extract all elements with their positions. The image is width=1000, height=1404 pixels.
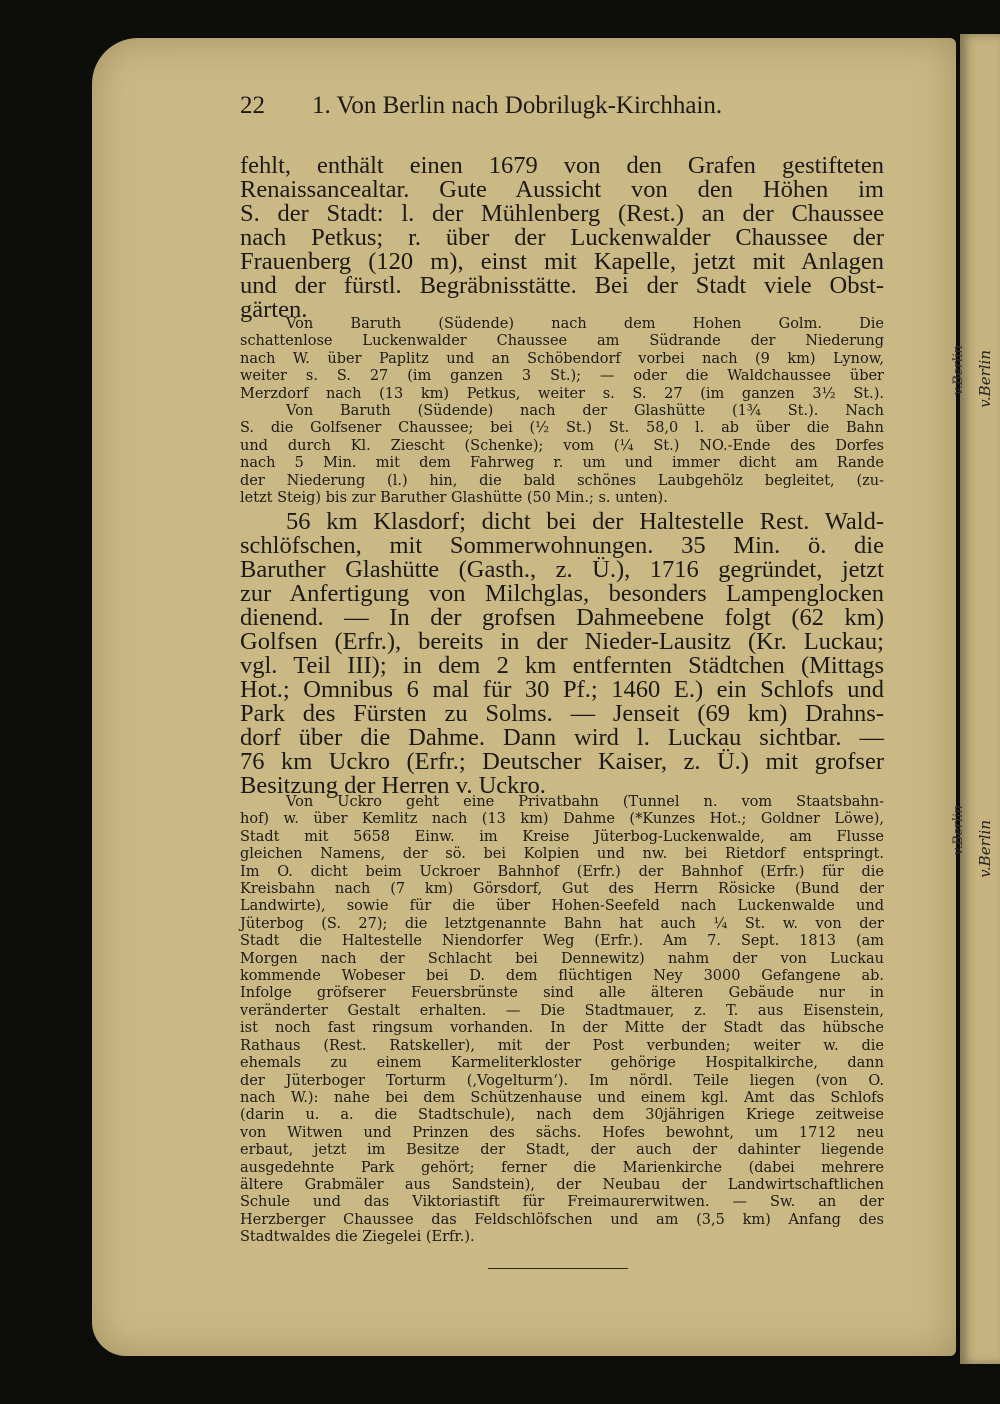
text-line: kommende Wobeser bei D. dem flüchtigen Ney 3000 Gefangene ab. <box>240 968 884 985</box>
text-line: Herzberger Chaussee das Feldschlöfschen und am (3,5 km) Anfang des <box>240 1211 884 1228</box>
text-line: S. der Stadt: l. der Mühlenberg (Rest.) an der Chaussee <box>240 200 884 227</box>
text-line: ehemals zu einem Karmeliterkloster gehörige Hospitalkirche, dann <box>240 1055 884 1072</box>
text-line: Im O. dicht beim Uckroer Bahnhof (Erfr.) der Bahnhof (Erfr.) für die <box>240 863 884 880</box>
text-line: S. die Golfsener Chaussee; bei (½ St.) St. 58,0 l. ab über die Bahn <box>240 420 884 437</box>
text-line: nach W. über Paplitz und an Schöbendorf vorbei nach (9 km) Lynow, <box>240 350 884 367</box>
text-line: gärten. <box>240 296 308 323</box>
paragraph-4-small <box>240 794 884 1247</box>
text-line: erbaut, jetzt im Besitze der Stadt, der auch der dahinter liegende <box>240 1142 884 1159</box>
text-line: ausgedehnte Park gehört; ferner die Marienkirche (dabei mehrere <box>240 1159 884 1176</box>
paragraph-1 <box>240 154 884 322</box>
text-line: Von Baruth (Südende) nach der Glashütte (1¾ St.). Nach <box>286 403 884 420</box>
text-line: dienend. — In der grofsen Dahmeebene folgt (62 km) <box>240 604 884 631</box>
text-line: schlöfschen, mit Sommerwohnungen. 35 Min. ö. die <box>240 532 884 559</box>
margin-tab-upper: v.Berlin <box>951 345 966 396</box>
text-line: von Witwen und Prinzen des sächs. Hofes bewohnt, um 1712 neu <box>240 1124 884 1141</box>
thumb-index-tab-lower: v.Berlin <box>976 820 994 878</box>
text-line: Schule und das Viktoriastift für Freimaurerwitwen. — Sw. an der <box>240 1194 884 1211</box>
text-line: Morgen nach der Schlacht bei Dennewitz) nahm der von Luckau <box>240 950 884 967</box>
text-line: Baruther Glashütte (Gasth., z. Ü.), 1716 gegründet, jetzt <box>240 556 884 583</box>
text-line: und der fürstl. Begräbnisstätte. Bei der Stadt viele Obst- <box>240 272 884 299</box>
text-line: fehlt, enthält einen 1679 von den Grafen gestifteten <box>240 152 884 179</box>
text-line: veränderter Gestalt erhalten. — Die Stadtmauer, z. T. aus Eisenstein, <box>240 1002 884 1019</box>
text-line: 56 km Klasdorf; dicht bei der Haltestelle Rest. Wald- <box>286 508 884 535</box>
text-line: Besitzung der Herren v. Uckro. <box>240 772 546 799</box>
section-rule <box>488 1268 628 1269</box>
paragraph-2-small <box>240 316 884 507</box>
text-line: Stadt mit 5658 Einw. im Kreise Jüterbog-Luckenwalde, am Flusse <box>240 828 884 845</box>
text-line: schattenlose Luckenwalder Chaussee am Südrande der Niederung <box>240 333 884 350</box>
text-line: gleichen Namens, der sö. bei Kolpien und nw. bei Rietdorf entspringt. <box>240 846 884 863</box>
thumb-index-tab-upper: v.Berlin <box>976 350 994 408</box>
running-title: 1. Von Berlin nach Dobrilugk-Kirchhain. <box>312 92 723 119</box>
text-line: Renaissancealtar. Gute Aussicht von den Höhen im <box>240 176 884 203</box>
text-line: der Niederung (l.) hin, die bald schönes Laubgehölz begleitet, (zu- <box>240 472 884 489</box>
text-line: Stadt die Haltestelle Niendorfer Weg (Erfr.). Am 7. Sept. 1813 (am <box>240 933 884 950</box>
text-line: Stadtwaldes die Ziegelei (Erfr.). <box>240 1229 475 1246</box>
text-line: Von Uckro geht eine Privatbahn (Tunnel n. vom Staatsbahn- <box>286 794 884 810</box>
text-line: Frauenberg (120 m), einst mit Kapelle, jetzt mit Anlagen <box>240 248 884 275</box>
text-line: Landwirte), sowie für die über Hohen-Seefeld nach Luckenwalde und <box>240 898 884 915</box>
text-line: weiter s. S. 27 (im ganzen 3 St.); — oder die Waldchaussee über <box>240 368 884 385</box>
text-line: 76 km Uckro (Erfr.; Deutscher Kaiser, z. Ü.) mit grofser <box>240 748 884 775</box>
text-line: nach Petkus; r. über der Luckenwalder Chaussee der <box>240 224 884 251</box>
text-line: Jüterbog (S. 27); die letztgenannte Bahn hat auch ¼ St. w. von der <box>240 915 884 932</box>
text-line: ältere Grabmäler aus Sandstein), der Neubau der Landwirtschaftlichen <box>240 1176 884 1193</box>
paragraph-3 <box>240 510 884 798</box>
adjacent-page-edge <box>960 34 1000 1364</box>
text-line: Kreisbahn nach (7 km) Görsdorf, Gut des Herrn Rösicke (Bund der <box>240 881 884 898</box>
text-line: hof) w. über Kemlitz nach (13 km) Dahme (*Kunzes Hot.; Goldner Löwe), <box>240 811 884 828</box>
text-line: letzt Steig) bis zur Baruther Glashütte (50 Min.; s. unten). <box>240 490 668 507</box>
text-line: dorf über die Dahme. Dann wird l. Luckau sichtbar. — <box>240 724 884 751</box>
text-line: ist noch fast ringsum vorhanden. In der Mitte der Stadt das hübsche <box>240 1020 884 1037</box>
text-line: (darin u. a. die Stadtschule), nach dem 30jährigen Kriege zeitweise <box>240 1107 884 1124</box>
text-line: Merzdorf nach (13 km) Petkus, weiter s. S. 27 (im ganzen 3½ St.). <box>240 385 884 402</box>
text-line: Rathaus (Rest. Ratskeller), mit der Post verbunden; weiter w. die <box>240 1037 884 1054</box>
page-number: 22 <box>240 92 265 119</box>
text-line: Infolge gröfserer Feuersbrünste sind alle älteren Gebäude nur in <box>240 985 884 1002</box>
text-line: nach W.): nahe bei dem Schützenhause und einem kgl. Amt das Schlofs <box>240 1089 884 1106</box>
margin-tab-lower: v.Berlin <box>951 805 966 856</box>
running-header <box>240 92 840 120</box>
text-line: Von Baruth (Südende) nach dem Hohen Golm. Die <box>286 316 884 332</box>
text-line: zur Anfertigung von Milchglas, besonders Lampenglocken <box>240 580 884 607</box>
text-line: nach 5 Min. mit dem Fahrweg r. um und immer dicht am Rande <box>240 455 884 472</box>
text-line: Park des Fürsten zu Solms. — Jenseit (69 km) Drahns- <box>240 700 884 727</box>
text-line: Hot.; Omnibus 6 mal für 30 Pf.; 1460 E.) ein Schlofs und <box>240 676 884 703</box>
text-line: vgl. Teil III); in dem 2 km entfernten Städtchen (Mittags <box>240 652 884 679</box>
text-line: Golfsen (Erfr.), bereits in der Nieder-Lausitz (Kr. Luckau; <box>240 628 884 655</box>
text-line: und durch Kl. Ziescht (Schenke); vom (¼ St.) NO.-Ende des Dorfes <box>240 437 884 454</box>
text-line: der Jüterboger Torturm (‚Vogelturm‘). Im nördl. Teile liegen (von O. <box>240 1072 884 1089</box>
